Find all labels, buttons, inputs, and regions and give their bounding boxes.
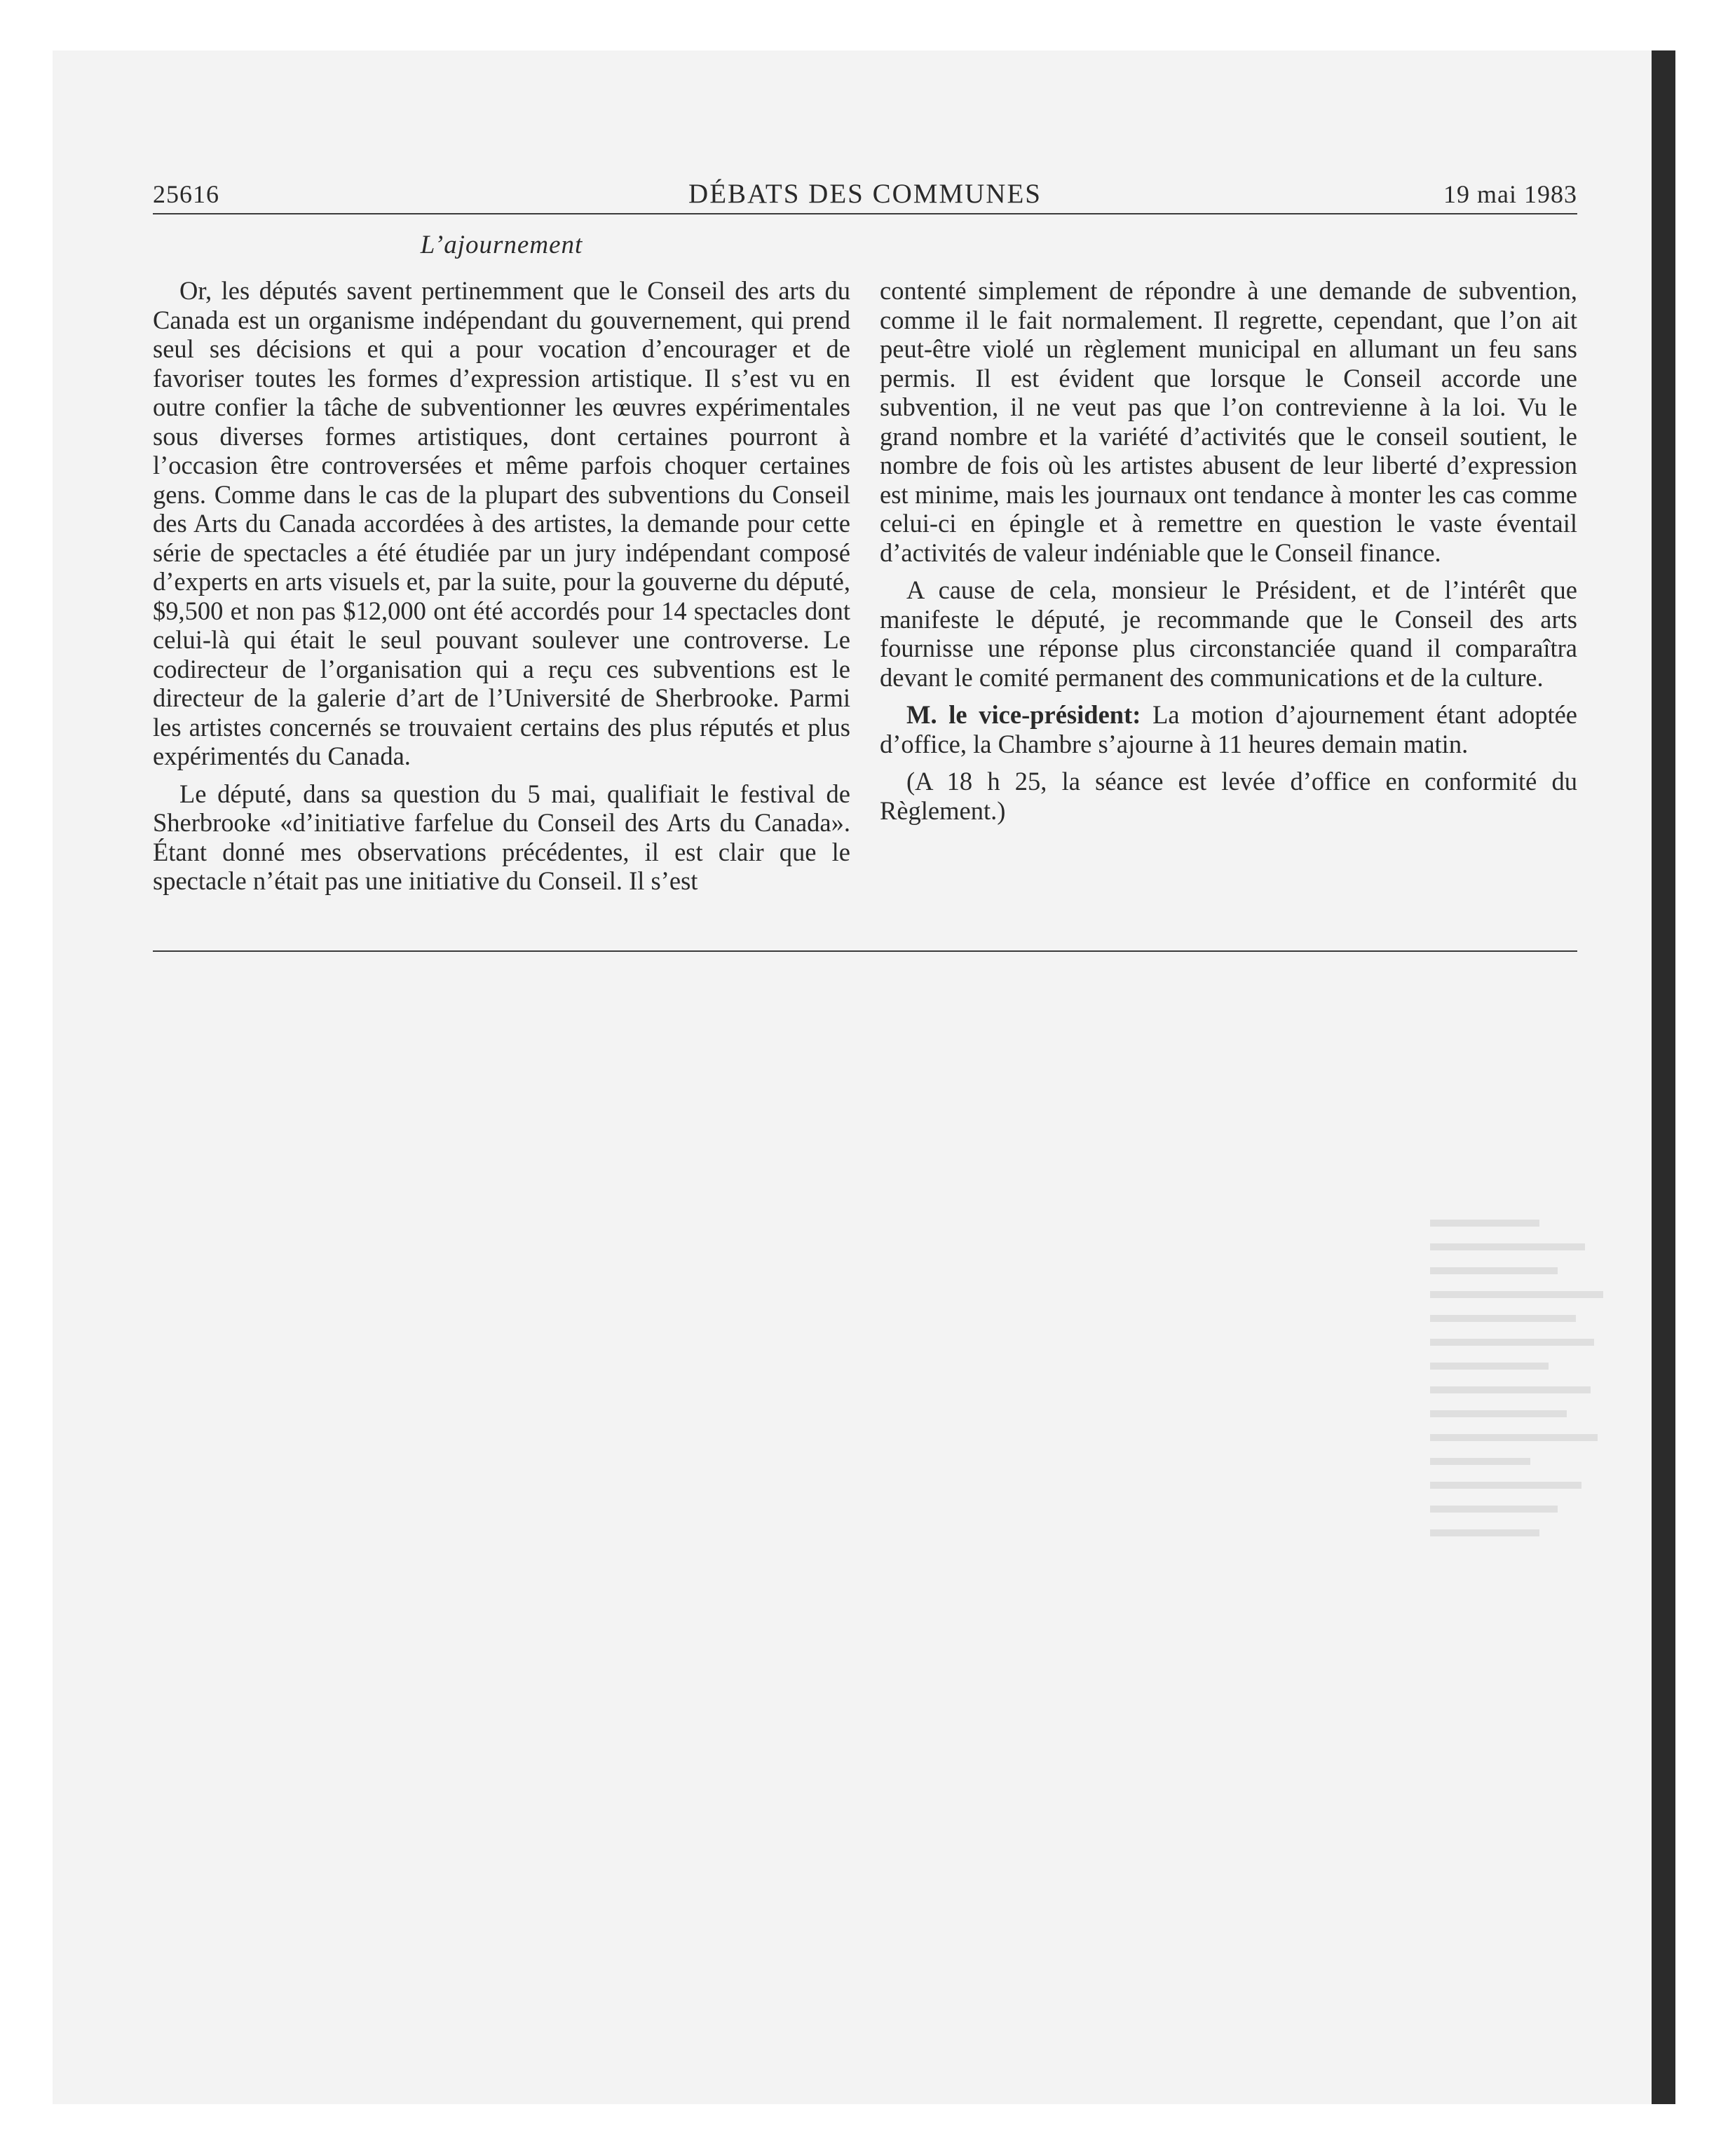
speaker-paragraph [880,700,1577,758]
header-rule [153,213,1577,214]
paragraph: A cause de cela, monsieur le Président, et de l’intérêt que manifeste le député, je recommande que le Conseil des arts fournisse une réponse plus circonstanciée quand il comparaîtra devant le comité permanent des communications et de la culture. [880,575,1577,692]
paragraph: Or, les députés savent pertinemment que le Conseil des arts du Canada est un organisme indépendant du gouvernement, qui prend seul ses décisions et qui a pour vocation d’encourager et de favoriser toutes les formes d’expression artistique. Il s’est vu en outre confier la tâche de subventionner les œuvres expérimentales sous diverses formes artistiques, dont certaines pourront à l’occasion être controversées et même parfois choquer certaines gens. Comme dans le cas de la plupart des subventions du Conseil des Arts du Canada accordées à des artistes, la demande pour cette série de spectacles a été étudiée par un jury indépendant composé d’experts en arts visuels et, par la suite, pour la gouverne du député, $9,500 et non pas $12,000 ont été accordés pour 14 spectacles dont celui-là qui était le seul pouvant soulever une controverse. Le codirecteur de l’organisation qui a reçu ces subventions est le directeur de la galerie d’art de l’Université de Sherbrooke. Parmi les artistes concernés se trouvaient certains des plus réputés et plus expérimentés du Canada. [153,276,850,770]
right-column [880,276,1577,833]
paragraph-continued: contenté simplement de répondre à une demande de subvention, comme il le fait normalement. Il regrette, cependant, que l’on ait peut-être violé un règlement municipal en allumant un feu sans permis. Il est évident que lorsque le Conseil accorde une subvention, il ne veut pas que l’on contrevienne à la loi. Vu le grand nombre et la variété d’activités que le conseil soutient, le nombre de fois où les artistes abusent de leur liberté d’expression est minime, mais les journaux ont tendance à monter les cas comme celui-ci en épingle et à remettre en question le vaste éventail d’activités de valeur indéniable que le Conseil finance. [880,276,1577,567]
end-rule [153,950,1577,952]
page-date: 19 mai 1983 [1443,180,1577,208]
speaker-text: La motion d’ajournement étant adoptée d’office, la Chambre s’ajourne à 11 heures demain matin. [880,700,1577,758]
paragraph: Le député, dans sa question du 5 mai, qualifiait le festival de Sherbrooke «d’initiative farfelue du Conseil des Arts du Canada». Étant donné mes observations précédentes, il est clair que le spectacle n’était pas une initiative du Conseil. Il s’est [153,779,850,895]
page-header [153,174,1577,214]
paragraph: (A 18 h 25, la séance est levée d’office en conformité du Règlement.) [880,767,1577,825]
page-number: 25616 [153,180,219,208]
publication-title: DÉBATS DES COMMUNES [688,179,1042,209]
left-column [153,276,850,904]
speaker-name: M. le vice-président: [906,700,1141,729]
scan-edge-bar [1652,50,1675,2104]
section-title: L’ajournement [420,231,583,259]
